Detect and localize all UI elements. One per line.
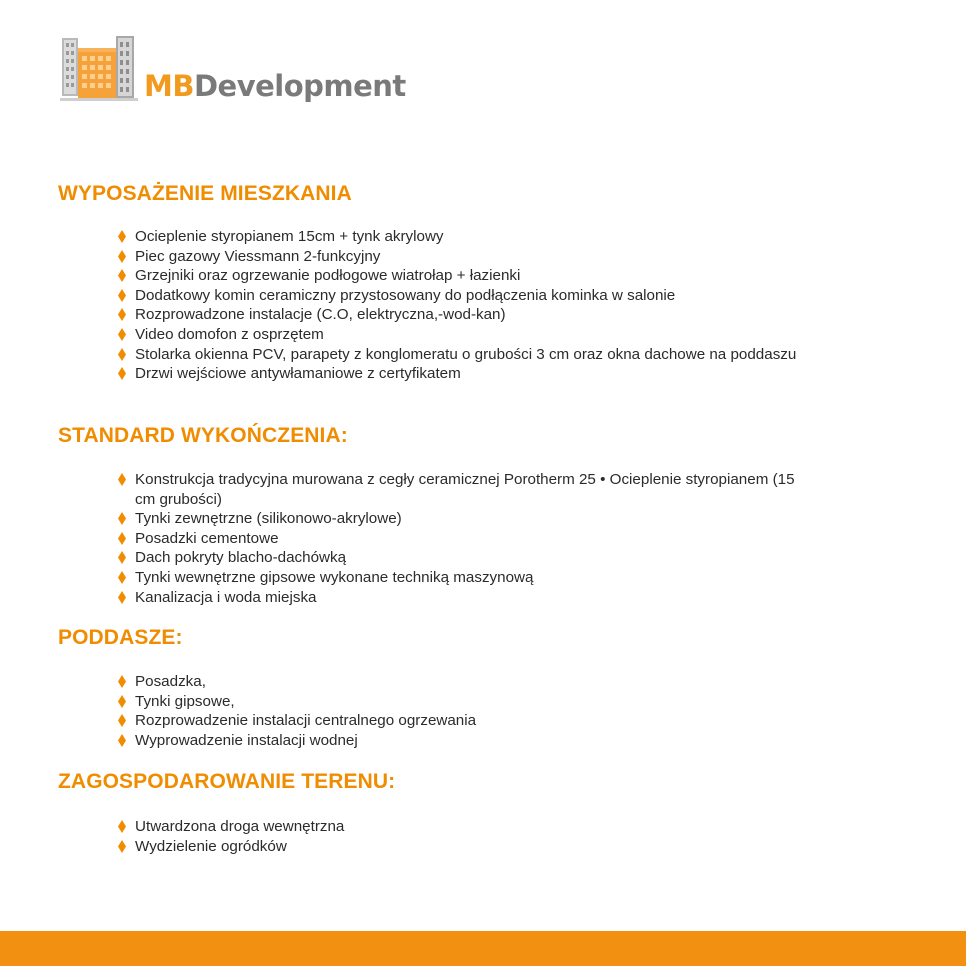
diamond-bullet-icon <box>118 734 126 747</box>
list-item <box>118 672 938 692</box>
diamond-bullet-icon <box>118 675 126 688</box>
item-list <box>58 227 938 384</box>
brand-name <box>144 69 406 103</box>
diamond-bullet-icon <box>118 269 126 282</box>
section-standard-wykonczenia <box>58 423 938 607</box>
section-title: STANDARD WYKOŃCZENIA: <box>58 424 348 447</box>
item-list <box>58 470 818 607</box>
section-zagospodarowanie-terenu <box>58 769 938 856</box>
list-item <box>118 305 938 325</box>
section-title: WYPOSAŻENIE MIESZKANIA <box>58 182 352 205</box>
diamond-bullet-icon <box>118 695 126 708</box>
section-poddasze <box>58 625 938 750</box>
diamond-bullet-icon <box>118 348 126 361</box>
list-item-text: Tynki zewnętrzne (silikonowo-akrylowe) <box>135 510 402 528</box>
diamond-bullet-icon <box>118 473 126 486</box>
list-item <box>118 286 938 306</box>
list-item <box>118 692 938 712</box>
buildings-logo-icon <box>60 34 138 102</box>
list-item-text: Tynki gipsowe, <box>135 692 235 710</box>
brand-logo <box>60 32 406 102</box>
list-item <box>118 837 938 857</box>
diamond-bullet-icon <box>118 714 126 727</box>
diamond-bullet-icon <box>118 532 126 545</box>
list-item-text: Ocieplenie styropianem 15cm + tynk akrylowy <box>135 228 444 245</box>
diamond-bullet-icon <box>118 571 126 584</box>
list-item <box>118 345 938 365</box>
list-item <box>118 247 938 267</box>
item-list <box>58 817 938 856</box>
diamond-bullet-icon <box>118 328 126 341</box>
diamond-bullet-icon <box>118 512 126 525</box>
list-item-text: Konstrukcja tradycyjna murowana z cegły ceramicznej Porotherm 25 • Ocieplenie styropianem (15 cm grubości) <box>135 471 795 508</box>
list-item <box>118 509 818 529</box>
list-item <box>118 227 938 247</box>
item-list <box>58 672 938 750</box>
diamond-bullet-icon <box>118 820 126 833</box>
brand-name-mb: MB <box>144 69 194 103</box>
list-item <box>118 529 818 549</box>
list-item-text: Drzwi wejściowe antywłamaniowe z certyfikatem <box>135 365 461 383</box>
diamond-bullet-icon <box>118 840 126 853</box>
list-item-text: Dodatkowy komin ceramiczny przystosowany do podłączenia kominka w salonie <box>135 286 676 304</box>
list-item-text: Posadzki cementowe <box>135 529 279 547</box>
list-item-text: Video domofon z osprzętem <box>135 325 324 343</box>
list-item-text: Utwardzona droga wewnętrzna <box>135 818 345 835</box>
diamond-bullet-icon <box>118 591 126 604</box>
list-item <box>118 548 818 568</box>
list-item-text: Grzejniki oraz ogrzewanie podłogowe wiatrołap + łazienki <box>135 267 521 285</box>
list-item-text: Dach pokryty blacho-dachówką <box>135 549 347 567</box>
list-item <box>118 266 938 286</box>
list-item <box>118 364 938 384</box>
list-item-text: Posadzka, <box>135 673 206 690</box>
list-item <box>118 588 818 608</box>
diamond-bullet-icon <box>118 289 126 302</box>
section-title: PODDASZE: <box>58 626 183 649</box>
list-item-text: Rozprowadzone instalacje (C.O, elektryczna,-wod-kan) <box>135 306 506 324</box>
footer-bar <box>0 931 966 966</box>
list-item-text: Wydzielenie ogródków <box>135 837 287 855</box>
brand-name-development: Development <box>193 69 406 103</box>
section-wyposazenie <box>58 181 938 384</box>
list-item-text: Stolarka okienna PCV, parapety z konglomeratu o grubości 3 cm oraz okna dachowe na poddaszu <box>135 345 797 363</box>
list-item-text: Piec gazowy Viessmann 2-funkcyjny <box>135 247 381 265</box>
list-item <box>118 817 938 837</box>
diamond-bullet-icon <box>118 250 126 263</box>
diamond-bullet-icon <box>118 551 126 564</box>
list-item-text: Kanalizacja i woda miejska <box>135 588 317 606</box>
list-item <box>118 470 818 509</box>
section-title: ZAGOSPODAROWANIE TERENU: <box>58 770 396 793</box>
diamond-bullet-icon <box>118 230 126 243</box>
diamond-bullet-icon <box>118 308 126 321</box>
list-item-text: Tynki wewnętrzne gipsowe wykonane techniką maszynową <box>135 568 534 586</box>
diamond-bullet-icon <box>118 367 126 380</box>
list-item-text: Rozprowadzenie instalacji centralnego ogrzewania <box>135 712 477 730</box>
list-item <box>118 325 938 345</box>
list-item <box>118 731 938 751</box>
list-item <box>118 711 938 731</box>
list-item <box>118 568 818 588</box>
list-item-text: Wyprowadzenie instalacji wodnej <box>135 731 358 749</box>
